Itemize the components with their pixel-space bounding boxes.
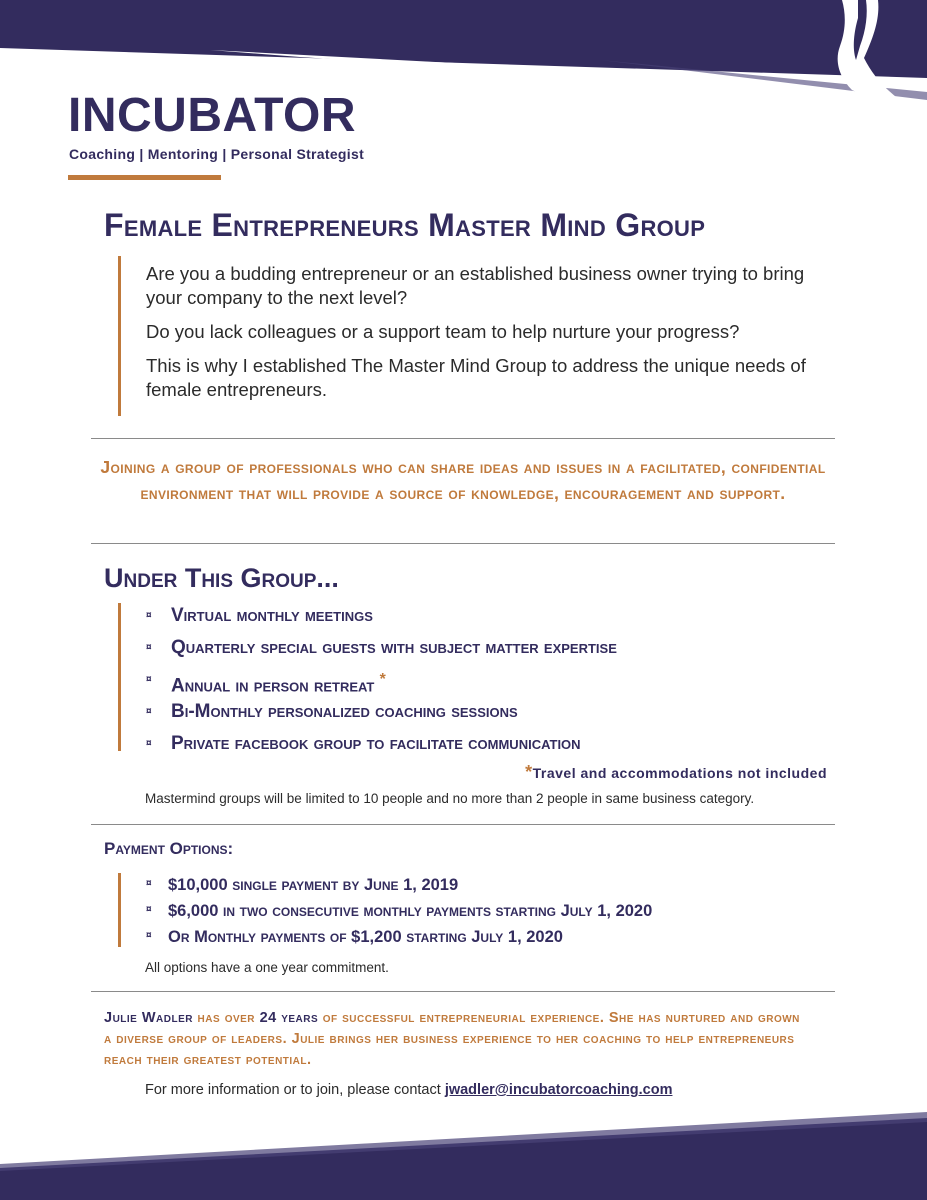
- divider: [91, 543, 835, 544]
- contact-text: For more information or to join, please contact: [145, 1082, 441, 1098]
- intro-paragraph: Do you lack colleagues or a support team to help nurture your progress?: [146, 321, 740, 342]
- bio-text: has over: [197, 1010, 256, 1026]
- feature-item: [146, 602, 617, 634]
- brand-underline: [68, 175, 221, 180]
- payment-option: [146, 924, 652, 950]
- bullet-icon: ¤: [146, 610, 152, 621]
- feature-text: Virtual monthly meetings: [171, 605, 373, 626]
- feature-text: Bi-Monthly personalized coaching sessions: [171, 701, 518, 722]
- payment-option-text: $10,000 single payment by June 1, 2019: [168, 876, 459, 894]
- asterisk-mark: *: [525, 762, 533, 782]
- callout-statement: Joining a group of professionals who can share ideas and issues in a facilitated, confidential environment that will provide a source of knowledge, encouragement and support.: [100, 457, 826, 503]
- bullet-icon: ¤: [146, 738, 152, 749]
- main-heading: Female Entrepreneurs Master Mind Group: [104, 207, 706, 243]
- feature-item: [146, 730, 617, 762]
- intro-text: [146, 262, 816, 412]
- features-accent-bar: [118, 603, 121, 751]
- bio-text: of successful entrepreneurial experience. She has nurtured and grown a diverse group of leaders. Julie brings her business experience to her coaching to help entrepreneurs reach their greatest potential.: [104, 1010, 800, 1068]
- divider: [91, 438, 835, 439]
- bullet-icon: ¤: [146, 642, 152, 653]
- payment-option: [146, 898, 652, 924]
- intro-accent-bar: [118, 256, 121, 416]
- payment-option-text: $6,000 in two consecutive monthly payments starting July 1, 2020: [168, 902, 653, 920]
- bullet-icon: ¤: [146, 878, 152, 889]
- feature-item: [146, 666, 617, 698]
- contact-email-link[interactable]: jwadler@incubatorcoaching.com: [444, 1082, 673, 1098]
- divider: [91, 824, 835, 825]
- travel-footnote: [525, 762, 827, 783]
- contact-line: [145, 1082, 672, 1098]
- intro-paragraph: Are you a budding entrepreneur or an established business owner trying to bring your company to the next level?: [146, 263, 805, 308]
- bullet-icon: ¤: [146, 706, 152, 717]
- group-heading: Under This Group...: [104, 563, 339, 593]
- feature-item: [146, 698, 617, 730]
- payment-heading: Payment Options:: [104, 839, 234, 858]
- bullet-icon: ¤: [146, 674, 152, 685]
- intro-paragraph: This is why I established The Master Mind Group to address the unique needs of female entrepreneurs.: [146, 355, 806, 400]
- feature-text: Private facebook group to facilitate communication: [171, 733, 581, 754]
- divider: [91, 991, 835, 992]
- coach-name: Julie Wadler: [104, 1010, 194, 1026]
- group-limit-note: Mastermind groups will be limited to 10 people and no more than 2 people in same business category.: [145, 791, 755, 806]
- brand-title: INCUBATOR: [68, 89, 357, 142]
- footnote-text: Travel and accommodations not included: [532, 765, 827, 781]
- feature-item: [146, 634, 617, 666]
- payment-options-list: [146, 872, 652, 950]
- features-list: [146, 602, 617, 762]
- bullet-icon: ¤: [146, 930, 152, 941]
- payment-option-text: Or Monthly payments of $1,200 starting July 1, 2020: [168, 928, 563, 946]
- feature-text: Quarterly special guests with subject matter expertise: [171, 637, 617, 658]
- coach-bio: [104, 1008, 804, 1071]
- bio-years: 24 years: [259, 1010, 319, 1026]
- payment-option: [146, 872, 652, 898]
- commitment-note: All options have a one year commitment.: [145, 960, 389, 975]
- feature-text: Annual in person retreat: [171, 675, 375, 697]
- asterisk-mark: *: [379, 671, 386, 688]
- payment-accent-bar: [118, 873, 121, 947]
- brand-tagline: Coaching | Mentoring | Personal Strategist: [69, 146, 365, 162]
- bullet-icon: ¤: [146, 904, 152, 915]
